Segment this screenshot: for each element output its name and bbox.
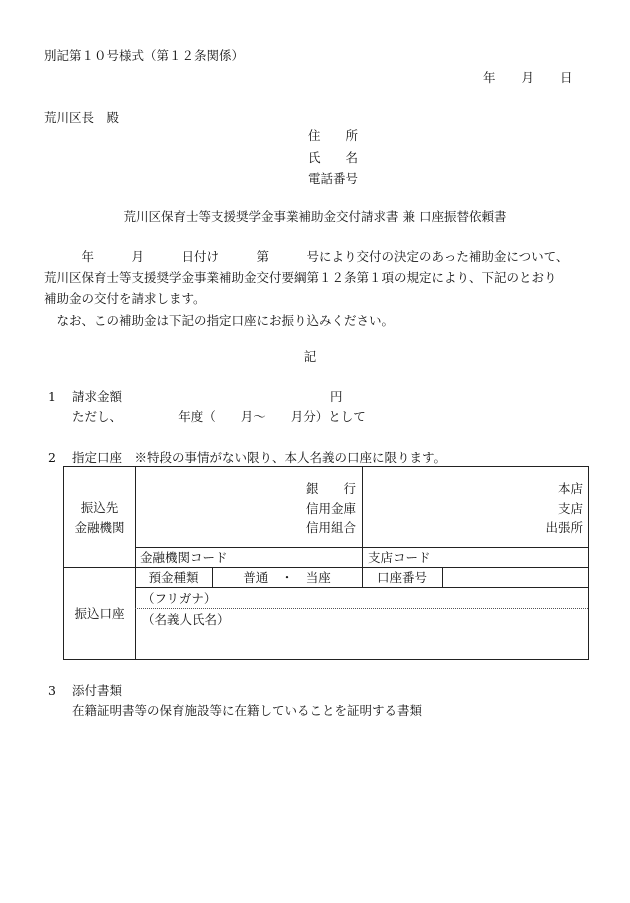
body-line-4: なお、この補助金は下記の指定口座にお振り込みください。	[44, 313, 395, 328]
item3-content: 在籍証明書等の保育施設等に在籍していることを証明する書類	[72, 703, 423, 718]
holder-name-label: （名義人氏名）	[142, 612, 230, 627]
item3-label: 添付書類	[72, 683, 123, 698]
form-number: 別記第１０号様式（第１２条関係）	[44, 48, 245, 63]
account-table	[63, 466, 589, 660]
item1-note: ただし、 年度（ 月～ 月分）として	[72, 409, 366, 424]
date-month: 月	[521, 70, 535, 85]
ki-heading: 記	[303, 349, 317, 364]
account-header: 振込口座	[74, 606, 125, 621]
date-line	[483, 72, 573, 85]
date-year: 年	[483, 70, 496, 85]
branch-type-branch: 支店	[557, 501, 583, 516]
addressee: 荒川区長 殿	[44, 110, 120, 125]
item1-label: 請求金額	[72, 389, 123, 404]
bank-type-credit-cooperative: 信用組合	[305, 520, 356, 535]
body-line-2: 荒川区保育士等支援奨学金事業補助金交付要綱第１２条第１項の規定により、下記のとおり	[44, 270, 557, 285]
branch-code-label: 支店コード	[368, 550, 431, 565]
bank-type-bank: 銀 行	[305, 481, 356, 496]
branch-type-office: 出張所	[545, 520, 583, 535]
deposit-type-label: 預金種類	[148, 570, 199, 585]
branch-type-head: 本店	[557, 481, 583, 496]
applicant-name-label: 氏 名	[308, 150, 359, 165]
bank-header-line2: 金融機関	[74, 520, 125, 535]
item2-label: 指定口座 ※特段の事情がない限り、本人名義の口座に限ります。	[72, 450, 447, 465]
bank-code-label: 金融機関コード	[140, 550, 228, 565]
item3-number: 3	[48, 683, 56, 698]
deposit-type-options: 普通 ・ 当座	[243, 570, 331, 585]
date-day: 日	[560, 70, 573, 85]
item1-unit: 円	[330, 389, 343, 404]
furigana-label: （フリガナ）	[142, 591, 217, 606]
account-number-label: 口座番号	[376, 570, 427, 585]
item1-number: 1	[48, 389, 56, 404]
bank-type-credit-union: 信用金庫	[305, 501, 356, 516]
body-line-3: 補助金の交付を請求します。	[44, 291, 206, 306]
document-title: 荒川区保育士等支援奨学金事業補助金交付請求書 兼 口座振替依頼書	[123, 209, 507, 224]
body-line-1: 年 月 日付け 第 号により交付の決定のあった補助金について、	[44, 249, 569, 264]
item2-number: 2	[48, 450, 56, 465]
applicant-phone-label: 電話番号	[308, 171, 359, 186]
applicant-address-label: 住 所	[308, 128, 359, 143]
bank-header-line1: 振込先	[80, 500, 119, 515]
